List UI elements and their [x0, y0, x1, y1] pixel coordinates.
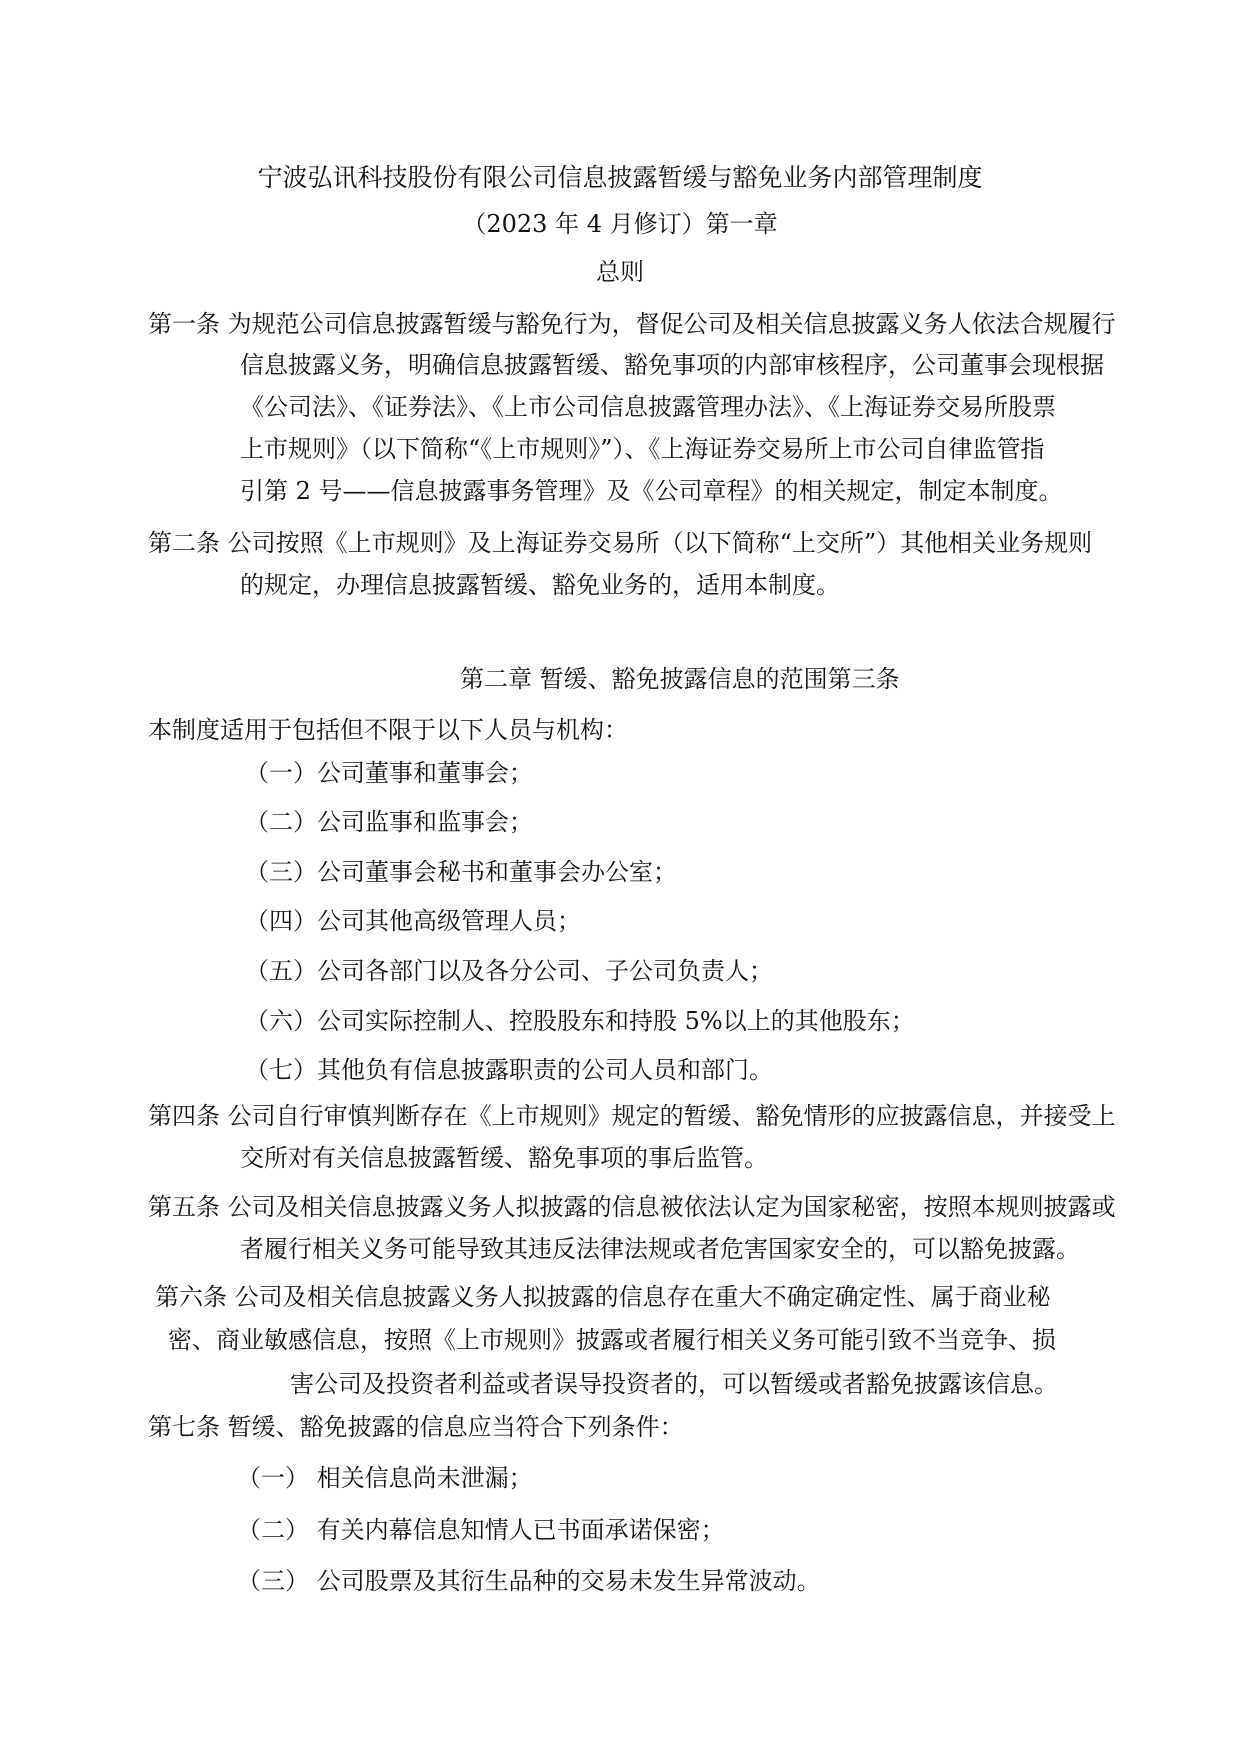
article-5-line: 者履行相关义务可能导致其违反法律法规或者危害国家安全的，可以豁免披露。 [240, 1235, 1080, 1263]
article-1-line: 信息披露义务，明确信息披露暂缓、豁免事项的内部审核程序，公司董事会现根据 [240, 351, 1104, 379]
article-7-item: （一） 相关信息尚未泄漏； [237, 1464, 533, 1492]
article-3-item: （五）公司各部门以及各分公司、子公司负责人； [245, 957, 773, 985]
article-1-line: 引第 2 号——信息披露事务管理》及《公司章程》的相关规定，制定本制度。 [240, 477, 1063, 505]
article-5-line: 第五条 公司及相关信息披露义务人拟披露的信息被依法认定为国家秘密，按照本规则披露或 [148, 1193, 1116, 1221]
article-3-intro: 本制度适用于包括但不限于以下人员与机构： [148, 716, 628, 744]
article-4-line: 第四条 公司自行审慎判断存在《上市规则》规定的暂缓、豁免情形的应披露信息，并接受上 [148, 1102, 1116, 1130]
article-1-line: 上市规则》（以下简称“《上市规则》”）、《上海证券交易所上市公司自律监管指 [240, 435, 1045, 463]
article-3-item: （四）公司其他高级管理人员； [245, 907, 581, 935]
document-title: 宁波弘讯科技股份有限公司信息披露暂缓与豁免业务内部管理制度 [257, 163, 983, 192]
chapter-2-title: 第二章 暂缓、豁免披露信息的范围第三条 [460, 665, 900, 693]
article-3-item: （六）公司实际控制人、控股股东和持股 5%以上的其他股东； [245, 1007, 915, 1035]
document-subtitle: （2023 年 4 月修订）第一章 [462, 210, 778, 238]
article-3-item: （一）公司董事和董事会； [245, 759, 533, 787]
article-3-item: （二）公司监事和监事会； [245, 808, 533, 836]
chapter-1-title: 总则 [596, 258, 644, 286]
article-6-line: 害公司及投资者利益或者误导投资者的，可以暂缓或者豁免披露该信息。 [290, 1370, 1058, 1398]
article-1-line: 第一条 为规范公司信息披露暂缓与豁免行为，督促公司及相关信息披露义务人依法合规履行 [148, 310, 1116, 338]
article-7-item: （二） 有关内幕信息知情人已书面承诺保密； [237, 1516, 725, 1544]
article-6-line: 第六条 公司及相关信息披露义务人拟披露的信息存在重大不确定确定性、属于商业秘 [155, 1283, 1051, 1311]
article-2-line: 第二条 公司按照《上市规则》及上海证券交易所（以下简称“上交所”）其他相关业务规则 [148, 529, 1093, 557]
article-7-intro: 第七条 暂缓、豁免披露的信息应当符合下列条件： [148, 1413, 684, 1441]
article-3-item: （七）其他负有信息披露职责的公司人员和部门。 [245, 1056, 773, 1084]
article-4-line: 交所对有关信息披露暂缓、豁免事项的事后监管。 [240, 1144, 768, 1172]
article-6-line: 密、商业敏感信息，按照《上市规则》披露或者履行相关义务可能引致不当竞争、损 [168, 1326, 1056, 1354]
article-3-item: （三）公司董事会秘书和董事会办公室； [245, 858, 677, 886]
article-7-item: （三） 公司股票及其衍生品种的交易未发生异常波动。 [237, 1567, 821, 1595]
article-1-line: 《公司法》、《证券法》、《上市公司信息披露管理办法》、《上海证券交易所股票 [240, 393, 1056, 421]
article-2-line: 的规定，办理信息披露暂缓、豁免业务的，适用本制度。 [240, 571, 840, 599]
